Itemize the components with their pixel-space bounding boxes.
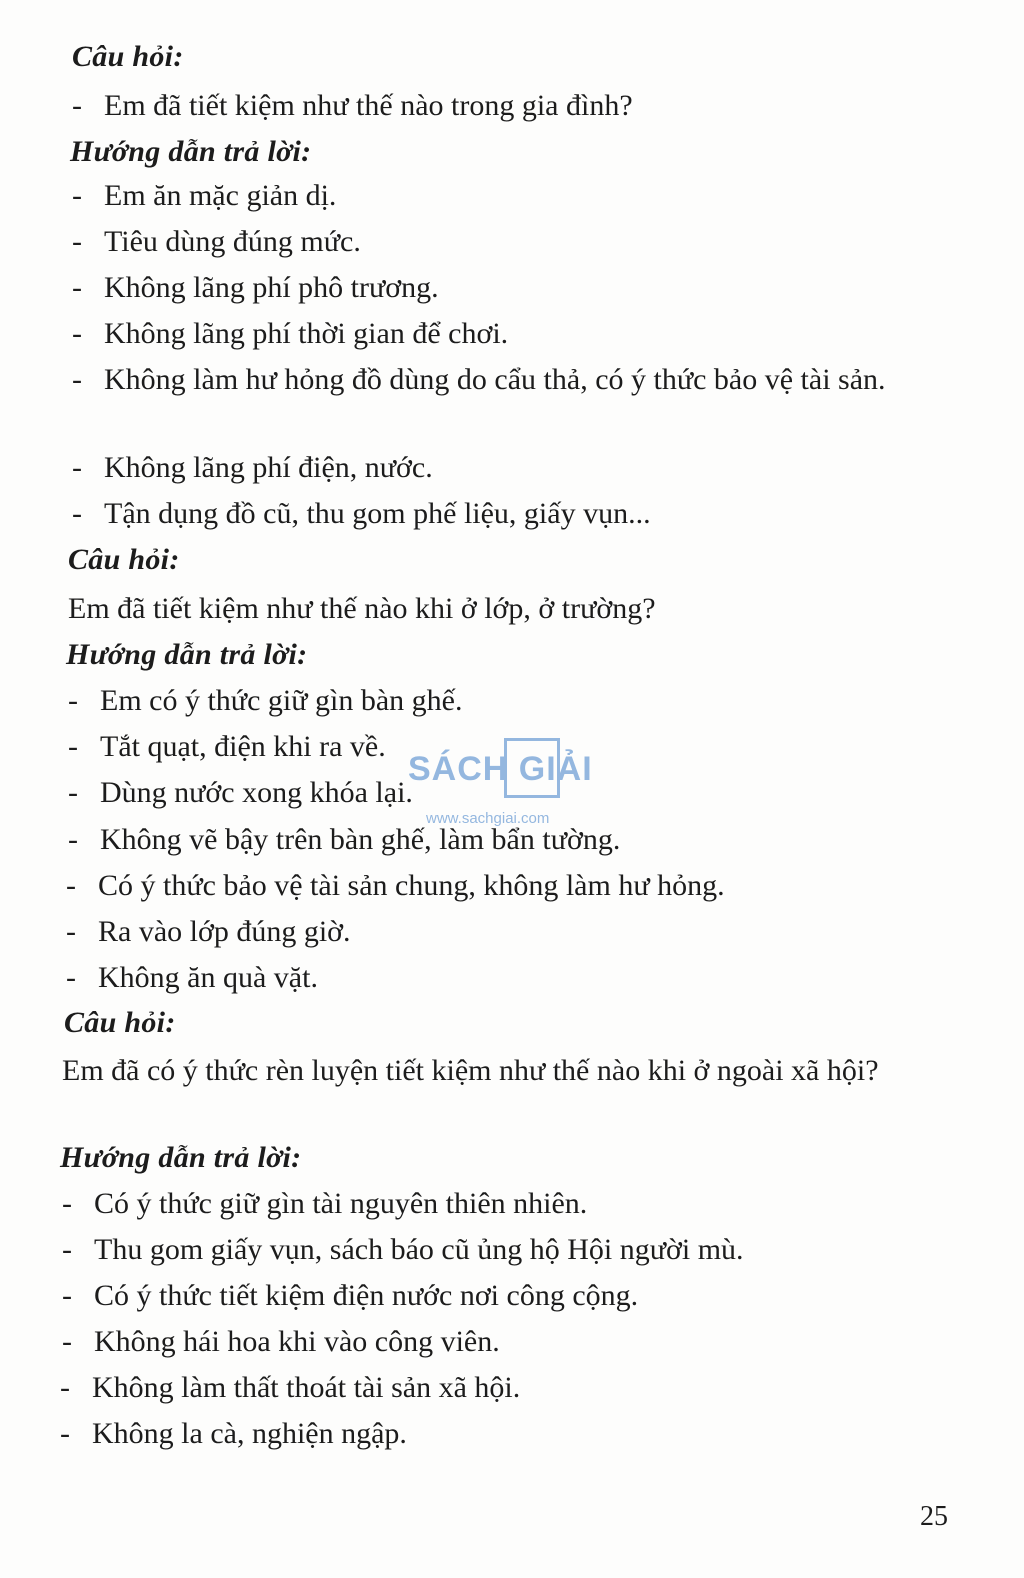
question-heading: Câu hỏi:: [68, 543, 180, 576]
answer-heading: Hướng dẫn trả lời:: [66, 638, 308, 671]
answer-heading: Hướng dẫn trả lời:: [70, 135, 312, 168]
watermark-url: www.sachgiai.com: [426, 810, 550, 827]
bullet-dash: -: [72, 89, 82, 122]
book-page: Câu hỏi: - Em đã tiết kiệm như thế nào trong gia đình? Hướng dẫn trả lời: - Em ăn mặc giản dị. - Tiêu dùng đúng mức. - Không lãng phí phô trương. - Không lãng phí thời gian để chơi. - Không làm hư hỏng đồ dùng do cẩu thả, có ý thức bảo vệ tài sản. - Không lãng phí điện, nước. - Tận dụng đồ cũ, thu gom phế liệu, giấy vụn... Câu hỏi: Em đã tiết kiệm như thế nào khi ở lớp, ở trường? Hướng dẫn trả lời: - Em có ý thức giữ gìn bàn ghế. - Tắt quạt, điện khi ra về. - Dùng nước xong khóa lại. - Không vẽ bậy trên bàn ghế, làm bẩn tường. - Có ý thức bảo vệ tài sản chung, không làm hư hỏng. - Ra vào lớp đúng giờ. - Không ăn quà vặt. Câu hỏi: Em đã có ý thức rèn luyện tiết kiệm như thế nào khi ở ngoài xã hội? Hướng dẫn trả lời: - Có ý thức giữ gìn tài nguyên thiên nhiên. - Thu gom giấy vụn, sách báo cũ ủng hộ Hội người mù. - Có ý thức tiết kiệm điện nước nơi công cộng. - Không hái hoa khi vào công viên. - Không làm thất thoát tài sản xã hội. - Không la cà, nghiện ngập. SÁCH GIẢI www.sachgiai.com 25: [0, 0, 1024, 1578]
watermark-logo: SÁCH GIẢI: [408, 750, 593, 788]
page-number: 25: [920, 1501, 948, 1532]
question-text: Em đã có ý thức rèn luyện tiết kiệm như thế nào khi ở ngoài xã hội?: [62, 1054, 879, 1087]
answer-heading: Hướng dẫn trả lời:: [60, 1141, 302, 1174]
question-heading: Câu hỏi:: [72, 40, 184, 73]
question-heading: Câu hỏi:: [64, 1006, 176, 1039]
watermark: [408, 738, 618, 830]
question-text: Em đã tiết kiệm như thế nào khi ở lớp, ở trường?: [68, 592, 656, 625]
